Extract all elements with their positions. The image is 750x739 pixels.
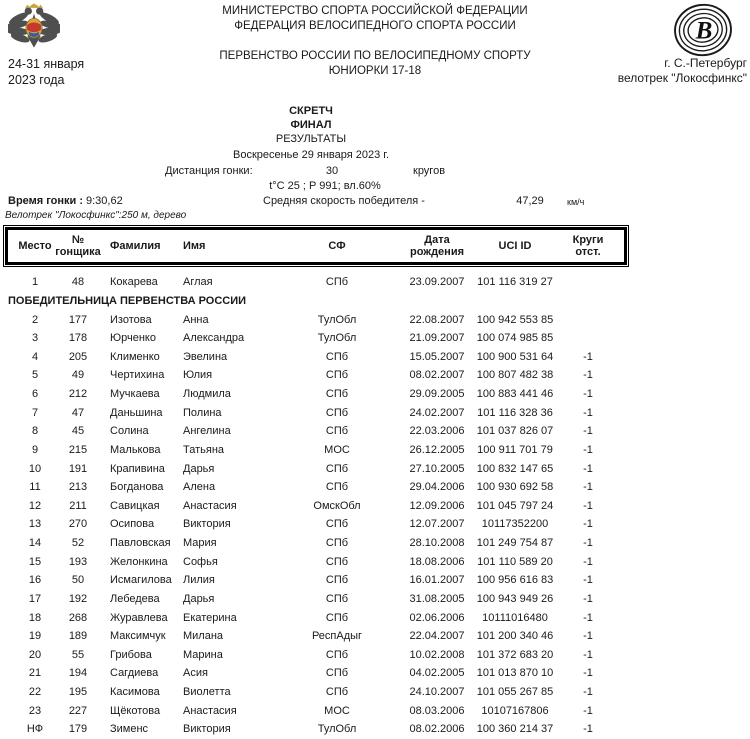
cell-name: Марина xyxy=(183,648,223,661)
cell-uci: 100 911 701 79 xyxy=(477,443,553,456)
cell-bib: 227 xyxy=(68,704,88,717)
ministry-line-1: МИНИСТЕРСТВО СПОРТА РОССИЙСКОЙ ФЕДЕРАЦИИ xyxy=(222,5,528,17)
cell-surname: Савицкая xyxy=(110,499,160,512)
cell-place: 23 xyxy=(28,704,42,717)
event-location-venue: велотрек "Локосфинкс" xyxy=(617,71,747,85)
table-row xyxy=(0,590,750,609)
cell-laps: -1 xyxy=(583,555,593,568)
cell-bib: 55 xyxy=(71,648,85,661)
cell-region: ТулОбл xyxy=(317,723,357,736)
cell-uci: 101 249 754 87 xyxy=(476,537,554,550)
cell-name: Дарья xyxy=(183,592,215,605)
cell-uci: 100 930 692 58 xyxy=(476,481,554,494)
cell-bib: 179 xyxy=(68,723,88,736)
cell-dob: 04.02.2005 xyxy=(409,667,465,680)
col-header-dob: Дата рождения xyxy=(409,234,465,258)
cell-dob: 08.03.2006 xyxy=(409,704,465,717)
cell-bib: 49 xyxy=(71,369,85,382)
cell-place: 10 xyxy=(28,462,42,475)
cell-dob: 08.02.2007 xyxy=(409,369,465,382)
cell-uci: 100 360 214 37 xyxy=(476,723,554,736)
cell-uci: 100 883 441 46 xyxy=(476,388,554,401)
table-row xyxy=(0,329,750,348)
table-row xyxy=(0,478,750,497)
cell-bib: 268 xyxy=(68,611,88,624)
cell-place: 2 xyxy=(31,313,39,326)
cell-bib: 211 xyxy=(69,499,87,512)
cell-uci: 101 200 340 46 xyxy=(476,630,554,643)
col-header-place: Место xyxy=(18,240,52,252)
cell-dob: 28.10.2008 xyxy=(409,537,465,550)
cell-region: СПб xyxy=(325,425,349,438)
table-row xyxy=(0,664,750,683)
cell-dob: 12.09.2006 xyxy=(409,499,465,512)
table-row xyxy=(0,646,750,665)
cell-dob: 12.07.2007 xyxy=(409,518,465,531)
cell-place: НФ xyxy=(26,723,44,736)
cell-uci: 101 013 870 10 xyxy=(476,667,554,680)
cell-bib: 45 xyxy=(71,425,85,438)
cell-place: 12 xyxy=(28,499,42,512)
cell-surname: Мучкаева xyxy=(110,388,160,401)
cell-region: СПб xyxy=(325,369,349,382)
cell-place: 3 xyxy=(31,332,39,345)
cell-name: Алена xyxy=(183,481,216,494)
cell-laps: -1 xyxy=(583,462,593,475)
cell-surname: Крапивина xyxy=(110,462,165,475)
avg-speed-label: Средняя скорость победителя - xyxy=(263,195,425,207)
cell-place: 20 xyxy=(28,648,42,661)
cell-region: СПб xyxy=(325,648,349,661)
cell-place: 14 xyxy=(28,537,42,550)
cell-laps: -1 xyxy=(583,592,593,605)
cell-dob: 22.04.2007 xyxy=(409,630,465,643)
cell-surname: Даньшина xyxy=(110,406,163,419)
col-header-name: Имя xyxy=(183,240,206,252)
cell-laps: -1 xyxy=(583,630,593,643)
cell-name: Полина xyxy=(183,406,222,419)
cell-region: СПб xyxy=(325,592,349,605)
cell-surname: Богданова xyxy=(110,481,164,494)
cell-place: 18 xyxy=(28,611,42,624)
cell-region: СПб xyxy=(325,276,349,289)
cell-surname: Кокарева xyxy=(110,276,158,289)
cell-place: 19 xyxy=(28,630,42,643)
cell-name: Анастасия xyxy=(183,704,237,717)
cell-surname: Щёкотова xyxy=(110,704,161,717)
cell-bib: 52 xyxy=(71,537,85,550)
cell-surname: Журавлева xyxy=(110,611,168,624)
cell-place: 6 xyxy=(31,388,39,401)
cell-bib: 177 xyxy=(68,313,88,326)
results-label: РЕЗУЛЬТАТЫ xyxy=(275,133,347,145)
cell-name: Юлия xyxy=(183,369,213,382)
table-row xyxy=(0,403,750,422)
cell-bib: 47 xyxy=(71,406,85,419)
cell-bib: 192 xyxy=(68,592,88,605)
cell-surname: Малькова xyxy=(110,443,161,456)
weather-conditions: t°C 25 ; P 991; вл.60% xyxy=(269,180,381,192)
table-row xyxy=(0,366,750,385)
cell-region: СПб xyxy=(325,574,349,587)
cell-laps: -1 xyxy=(583,574,593,587)
cell-uci: 101 116 319 27 xyxy=(477,276,553,289)
cell-uci: 100 807 482 38 xyxy=(476,369,554,382)
cell-uci: 101 037 826 07 xyxy=(476,425,554,438)
distance-label: Дистанция гонки: xyxy=(165,165,253,177)
cell-laps xyxy=(566,329,610,348)
russia-coat-of-arms-icon xyxy=(8,0,60,53)
cell-region: ТулОбл xyxy=(317,313,357,326)
cell-dob: 15.05.2007 xyxy=(409,350,465,363)
cell-dob: 08.02.2006 xyxy=(409,723,465,736)
table-row xyxy=(0,348,750,367)
cell-bib: 194 xyxy=(68,667,88,680)
cell-place: 16 xyxy=(28,574,42,587)
cell-region: СПб xyxy=(325,667,349,680)
cell-dob: 24.10.2007 xyxy=(409,686,465,699)
cell-place: 5 xyxy=(31,369,39,382)
cell-name: Анастасия xyxy=(183,499,237,512)
table-row xyxy=(0,683,750,702)
cell-region: СПб xyxy=(325,481,349,494)
cell-place: 8 xyxy=(31,425,39,438)
table-row xyxy=(0,515,750,534)
cell-surname: Изотова xyxy=(110,313,152,326)
race-name: СКРЕТЧ xyxy=(289,105,333,117)
cell-surname: Исмагилова xyxy=(110,574,172,587)
cell-dob: 31.08.2005 xyxy=(409,592,465,605)
cell-uci: 101 372 683 20 xyxy=(476,648,554,661)
cell-laps: -1 xyxy=(583,686,593,699)
cell-surname: Юрченко xyxy=(110,332,156,345)
cell-name: Виктория xyxy=(183,518,231,531)
cell-name: Виолетта xyxy=(183,686,231,699)
event-location-city: г. С.-Петербург xyxy=(664,56,747,70)
cell-bib: 189 xyxy=(68,630,88,643)
col-header-surname: Фамилия xyxy=(110,240,161,252)
cell-surname: Сагдиева xyxy=(110,667,159,680)
cell-bib: 212 xyxy=(68,388,88,401)
cell-name: Аглая xyxy=(183,276,213,289)
cell-bib: 50 xyxy=(71,574,85,587)
cell-laps: -1 xyxy=(583,723,593,736)
cell-bib: 215 xyxy=(68,443,88,456)
table-row xyxy=(0,627,750,646)
cell-name: Анна xyxy=(183,313,209,326)
cell-uci: 100 943 949 26 xyxy=(476,592,554,605)
cell-laps: -1 xyxy=(583,481,593,494)
cell-dob: 16.01.2007 xyxy=(409,574,465,587)
cell-laps: -1 xyxy=(583,499,593,512)
cell-uci: 100 074 985 85 xyxy=(476,332,554,345)
cell-dob: 29.09.2005 xyxy=(409,388,465,401)
cell-name: Милана xyxy=(183,630,224,643)
cell-uci: 100 942 553 85 xyxy=(476,313,554,326)
table-row xyxy=(0,552,750,571)
cell-region: ОмскОбл xyxy=(313,499,361,512)
cell-laps xyxy=(566,273,610,292)
cell-region: МОС xyxy=(324,443,350,456)
distance-value: 30 xyxy=(325,165,339,177)
cell-surname: Касимова xyxy=(110,686,160,699)
cell-dob: 24.02.2007 xyxy=(409,406,465,419)
cell-bib: 195 xyxy=(68,686,88,699)
cell-region: СПб xyxy=(325,686,349,699)
cell-uci: 101 045 797 24 xyxy=(476,499,554,512)
cell-dob: 26.12.2005 xyxy=(409,443,465,456)
race-time-value: 9:30,62 xyxy=(86,195,123,207)
cell-dob: 23.09.2007 xyxy=(409,276,465,289)
cell-laps: -1 xyxy=(583,406,593,419)
cell-place: 7 xyxy=(31,406,39,419)
cell-dob: 10.02.2008 xyxy=(409,648,465,661)
cell-dob: 22.03.2006 xyxy=(409,425,465,438)
event-dates-line-1: 24-31 января xyxy=(8,57,85,71)
cell-region: СПб xyxy=(325,462,349,475)
cell-dob: 29.04.2006 xyxy=(409,481,465,494)
cell-laps: -1 xyxy=(583,350,593,363)
event-location xyxy=(618,56,747,86)
cell-uci: 100 900 531 64 xyxy=(476,350,554,363)
table-row xyxy=(0,441,750,460)
cell-laps: -1 xyxy=(583,388,593,401)
cell-uci: 101 116 328 36 xyxy=(477,406,553,419)
cell-name: Ангелина xyxy=(183,425,231,438)
table-row xyxy=(0,608,750,627)
event-title xyxy=(100,49,650,79)
cell-dob: 18.08.2006 xyxy=(409,555,465,568)
cell-laps: -1 xyxy=(583,667,593,680)
cell-uci: 101 110 589 20 xyxy=(477,555,553,568)
table-row xyxy=(0,571,750,590)
event-dates-line-2: 2023 года xyxy=(8,73,65,87)
svg-text:B: B xyxy=(695,17,713,45)
cell-laps: -1 xyxy=(583,648,593,661)
cell-laps: -1 xyxy=(583,518,593,531)
cell-laps xyxy=(566,310,610,329)
cell-place: 17 xyxy=(28,592,42,605)
col-header-region: СФ xyxy=(328,240,346,252)
cell-surname: Солина xyxy=(110,425,149,438)
table-row xyxy=(0,497,750,516)
results-rows xyxy=(0,273,750,739)
cell-uci: 101 055 267 85 xyxy=(476,686,554,699)
cell-bib: 191 xyxy=(68,462,88,475)
table-row xyxy=(0,310,750,329)
table-row xyxy=(0,385,750,404)
cell-name: Татьяна xyxy=(183,443,225,456)
cell-laps: -1 xyxy=(583,537,593,550)
table-row xyxy=(0,422,750,441)
cell-surname: Зименс xyxy=(110,723,149,736)
event-title-line-2: ЮНИОРКИ 17-18 xyxy=(328,65,422,77)
cell-name: Екатерина xyxy=(183,611,237,624)
cell-name: Дарья xyxy=(183,462,215,475)
cell-place: 22 xyxy=(28,686,42,699)
cell-dob: 27.10.2005 xyxy=(409,462,465,475)
winner-note: ПОБЕДИТЕЛЬНИЦА ПЕРВЕНСТВА РОССИИ xyxy=(8,294,247,307)
race-time-label: Время гонки : xyxy=(8,195,84,207)
event-dates xyxy=(8,56,84,88)
col-header-bib: № гонщика xyxy=(55,234,101,258)
cell-dob: 21.09.2007 xyxy=(409,332,465,345)
cell-bib: 205 xyxy=(68,350,88,363)
cell-laps: -1 xyxy=(583,425,593,438)
cell-place: 4 xyxy=(31,350,39,363)
cell-surname: Осипова xyxy=(110,518,155,531)
cell-laps: -1 xyxy=(583,611,593,624)
ministry-line-2: ФЕДЕРАЦИЯ ВЕЛОСИПЕДНОГО СПОРТА РОССИИ xyxy=(234,20,516,32)
cell-surname: Лебедева xyxy=(110,592,160,605)
cell-region: СПб xyxy=(325,388,349,401)
cell-laps: -1 xyxy=(583,443,593,456)
cell-surname: Павловская xyxy=(110,537,171,550)
col-header-laps: Круги отст. xyxy=(572,234,604,258)
table-row xyxy=(0,273,750,292)
table-row xyxy=(0,534,750,553)
cell-region: СПб xyxy=(325,350,349,363)
cell-bib: 193 xyxy=(68,555,88,568)
cell-region: МОС xyxy=(324,704,350,717)
cell-name: Людмила xyxy=(183,388,231,401)
track-note: Велотрек "Локосфинкс":250 м, дерево xyxy=(5,210,187,221)
cell-uci: 100 832 147 65 xyxy=(476,462,554,475)
cell-place: 9 xyxy=(31,443,39,456)
cell-region: СПб xyxy=(325,406,349,419)
cell-place: 1 xyxy=(31,276,39,289)
cell-name: Асия xyxy=(183,667,208,680)
cell-place: 21 xyxy=(28,667,42,680)
cell-region: РеспАдыг xyxy=(311,630,363,643)
cell-surname: Максимчук xyxy=(110,630,166,643)
race-round: ФИНАЛ xyxy=(290,119,332,131)
lokosphinx-logo-icon xyxy=(672,2,734,58)
cell-name: Софья xyxy=(183,555,218,568)
cell-uci: 10111016480 xyxy=(482,611,548,624)
avg-speed-value: 47,29 xyxy=(516,195,544,207)
cell-uci: 10107167806 xyxy=(481,704,549,717)
cell-region: СПб xyxy=(325,518,349,531)
avg-speed-unit: км/ч xyxy=(567,197,585,207)
cell-uci: 100 956 616 83 xyxy=(476,574,554,587)
cell-uci: 10117352200 xyxy=(481,518,549,531)
table-row xyxy=(0,701,750,720)
cell-region: ТулОбл xyxy=(317,332,357,345)
cell-region: СПб xyxy=(325,611,349,624)
table-row xyxy=(0,720,750,739)
event-title-line-1: ПЕРВЕНСТВО РОССИИ ПО ВЕЛОСИПЕДНОМУ СПОРТУ xyxy=(219,50,531,62)
col-header-uci-id: UCI ID xyxy=(498,240,532,252)
cell-surname: Клименко xyxy=(110,350,160,363)
ministry-header xyxy=(100,4,650,34)
race-date: Воскресенье 29 января 2023 г. xyxy=(232,149,390,161)
cell-surname: Желонкина xyxy=(110,555,168,568)
cell-bib: 178 xyxy=(68,332,88,345)
cell-name: Виктория xyxy=(183,723,231,736)
cell-place: 11 xyxy=(29,481,41,494)
cell-name: Лилия xyxy=(183,574,215,587)
cell-bib: 270 xyxy=(68,518,88,531)
cell-name: Мария xyxy=(183,537,217,550)
cell-surname: Грибова xyxy=(110,648,152,661)
distance-unit: кругов xyxy=(413,165,446,177)
cell-dob: 02.06.2006 xyxy=(409,611,465,624)
cell-region: СПб xyxy=(325,537,349,550)
cell-place: 15 xyxy=(28,555,42,568)
cell-region: СПб xyxy=(325,555,349,568)
cell-dob: 22.08.2007 xyxy=(409,313,465,326)
cell-surname: Чертихина xyxy=(110,369,165,382)
cell-laps: -1 xyxy=(583,704,593,717)
cell-laps: -1 xyxy=(583,369,593,382)
results-table-header xyxy=(5,227,627,265)
table-row xyxy=(0,459,750,478)
cell-name: Александра xyxy=(183,332,245,345)
cell-bib: 213 xyxy=(68,481,88,494)
cell-name: Эвелина xyxy=(183,350,228,363)
cell-place: 13 xyxy=(28,518,42,531)
cell-bib: 48 xyxy=(71,276,85,289)
